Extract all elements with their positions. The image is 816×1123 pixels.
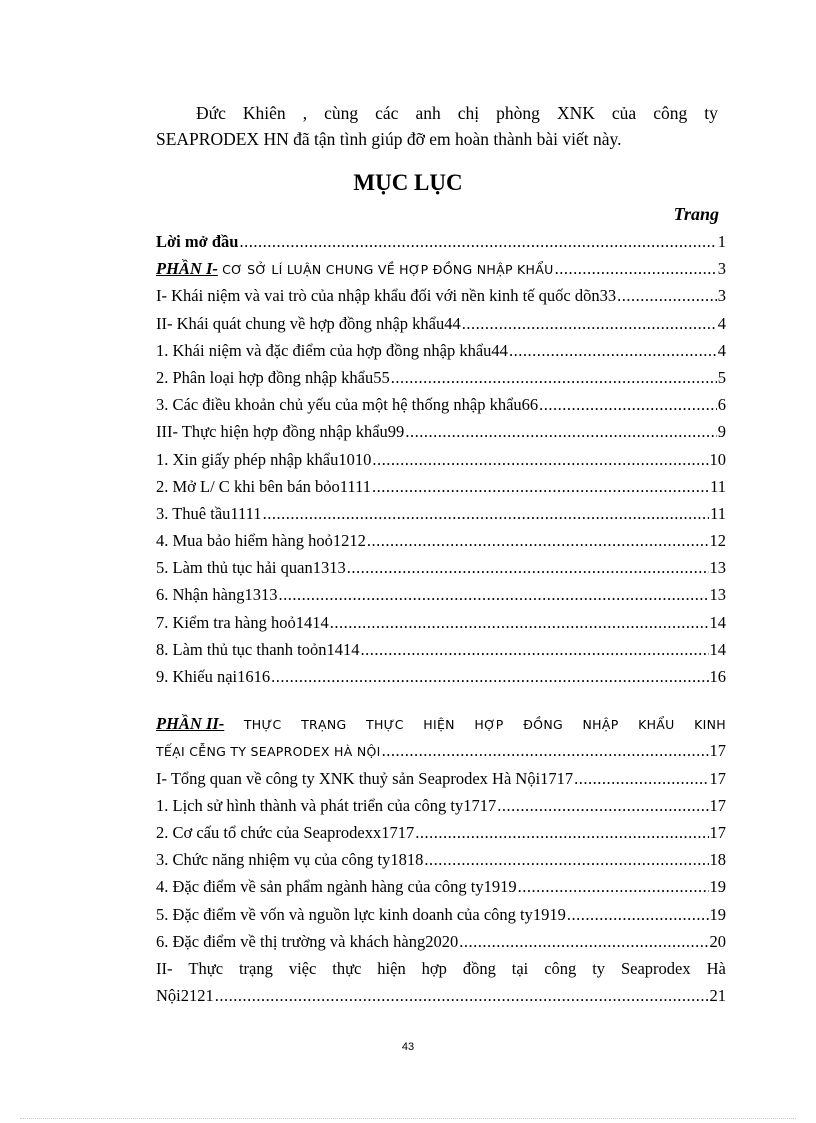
toc-row[interactable]: 4. Đặc điểm về sản phẩm ngành hàng của công ty1919 ..... 19: [156, 877, 726, 904]
toc-row[interactable]: 2. Cơ cấu tổ chức của Seaprodexx1717 ..... 17: [156, 823, 726, 850]
intro-line-2: SEAPRODEX HN đã tận tình giúp đỡ em hoàn thành bài viết này.: [156, 129, 622, 149]
page-number: 43: [401, 1041, 415, 1053]
toc-row-part-2-line-2[interactable]: TẾẠI CỄNG TY SEAPRODEX HÀ NỘI ..... 17: [156, 741, 726, 768]
toc-row[interactable]: 3. Chức năng nhiệm vụ của công ty1818 ..... 18: [156, 850, 726, 877]
toc-row[interactable]: 7. Kiểm tra hàng hoỏ1414 ..... 14: [156, 613, 726, 640]
toc-row[interactable]: I- Khái niệm và vai trò của nhập khẩu đối với nền kinh tế quốc dõn33 ..... 3: [156, 286, 726, 313]
toc-row[interactable]: 2. Phân loại hợp đồng nhập khẩu55 ..... 5: [156, 368, 726, 395]
table-of-contents: [156, 232, 726, 1013]
toc-row-part-2-line-1[interactable]: PHẦN II- THỰC TRẠNG THỰC HIỆN HỢP ĐỒNG NHẬP KHẨU KINH: [156, 714, 726, 734]
toc-row[interactable]: I- Tổng quan về công ty XNK thuỷ sản Seaprodex Hà Nội1717 ..... 17: [156, 769, 726, 796]
toc-row[interactable]: III- Thực hiện hợp đồng nhập khẩu99 ..... 9: [156, 422, 726, 449]
toc-row[interactable]: 3. Thuê tầu1111 ..... 11: [156, 504, 726, 531]
toc-row-part-1[interactable]: PHẦN I- CƠ SỞ LÍ LUẬN CHUNG VỀ HỢP ĐỒNG NHẬP KHẨU ..... 3: [156, 259, 726, 286]
toc-row[interactable]: 5. Đặc điểm về vốn và nguồn lực kinh doanh của công ty1919 ..... 19: [156, 905, 726, 932]
toc-row[interactable]: 6. Nhận hàng1313 ..... 13: [156, 585, 726, 612]
toc-row[interactable]: 4. Mua bảo hiểm hàng hoỏ1212 ..... 12: [156, 531, 726, 558]
part-2-heading: PHẦN II-: [156, 714, 225, 734]
toc-row[interactable]: 2. Mở L/ C khi bên bán bỏo1111 ..... 11: [156, 477, 726, 504]
page-column-label: Trang: [673, 204, 719, 224]
toc-row[interactable]: 1. Khái niệm và đặc điểm của hợp đồng nhập khẩu44 ..... 4: [156, 341, 726, 368]
toc-row-intro[interactable]: Lời mở đầu ..... 1: [156, 232, 726, 259]
toc-row[interactable]: 9. Khiếu nại1616 ..... 16: [156, 667, 726, 694]
part-1-heading: PHẦN I-: [156, 259, 218, 279]
intro-paragraph: [156, 100, 718, 152]
toc-row[interactable]: II- Khái quát chung về hợp đồng nhập khẩu44 ..... 4: [156, 314, 726, 341]
toc-row[interactable]: 6. Đặc điểm về thị trường và khách hàng2020 ..... 20: [156, 932, 726, 959]
toc-row[interactable]: 5. Làm thủ tục hải quan1313 ..... 13: [156, 558, 726, 585]
page-bottom-divider: [20, 1118, 796, 1119]
toc-row[interactable]: 8. Làm thủ tục thanh toỏn1414 ..... 14: [156, 640, 726, 667]
toc-row[interactable]: 1. Xin giấy phép nhập khẩu1010 ..... 10: [156, 450, 726, 477]
toc-row[interactable]: 1. Lịch sử hình thành và phát triển của công ty1717 ..... 17: [156, 796, 726, 823]
page-title: MỤC LỤC: [353, 170, 463, 195]
intro-line-1: Đức Khiên , cùng các anh chị phòng XNK của công ty: [196, 103, 718, 123]
toc-row-last-line-2[interactable]: Nội2121 ..... 21: [156, 986, 726, 1013]
toc-row-last-line-1[interactable]: II- Thực trạng việc thực hiện hợp đồng tại công ty Seaprodex Hà: [156, 958, 726, 978]
toc-row[interactable]: 3. Các điều khoản chủ yếu của một hệ thống nhập khẩu66 ..... 6: [156, 395, 726, 422]
